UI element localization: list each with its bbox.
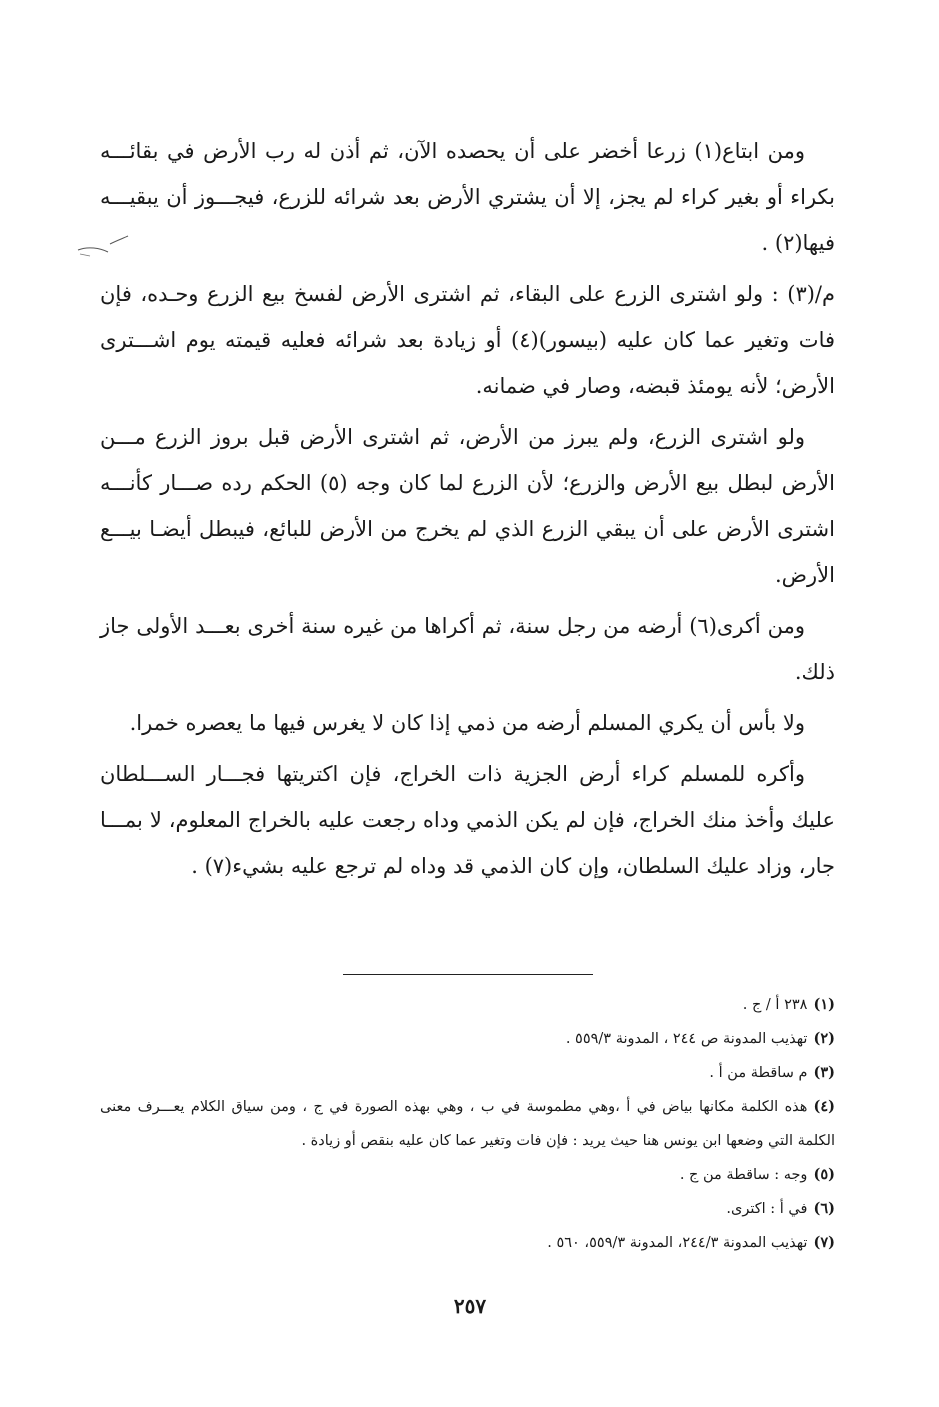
footnote: [100, 1090, 835, 1158]
footnote: [100, 1158, 835, 1192]
footnote-divider: [343, 974, 593, 975]
footnotes: [100, 988, 835, 1260]
page-number: ٢٥٧: [453, 1294, 487, 1318]
paragraph: ولو اشترى الزرع، ولم يبرز من الأرض، ثم اشترى الأرض قبل بروز الزرع مـــن الأرض لبطل بيع الأرض والزرع؛ لأن الزرع لما كان وجه (٥) الحكم رده صـــار كأنـــه اشترى الأرض على أن يبقي الزرع الذي لم يخرج من الأرض للبائع، فيبطل أيضـا بيـــع الأرض.: [100, 425, 835, 587]
main-text: [100, 128, 835, 894]
footnote-number: (٤): [813, 1098, 835, 1115]
footnote-number: (١): [813, 996, 835, 1013]
footnote-text: تهذيب المدونة ٢٤٤/٣، المدونة ٥٥٩/٣، ٥٦٠ .: [547, 1235, 808, 1251]
paragraph: م/(٣) : ولو اشترى الزرع على البقاء، ثم اشترى الأرض لفسخ بيع الزرع وحـده، فإن فات وتغير عما كان عليه (بيسور)(٤) أو زيادة بعد شرائه فعليه قيمته يوم اشـــترى الأرض؛ لأنه يومئذ قبضه، وصار في ضمانه.: [100, 282, 836, 398]
paragraph: وأكره للمسلم كراء أرض الجزية ذات الخراج، فإن اكتريتها فجـــار الســـلطان عليك وأخذ منك الخراج، فإن لم يكن الذمي وداه رجعت عليه بالخراج المعلوم، لا بمـــا جار، وزاد عليك السلطان، وإن كان الذمي قد وداه لم ترجع عليه بشيء(٧) .: [100, 762, 835, 878]
footnote-number: (٧): [813, 1234, 835, 1251]
footnote-text: هذه الكلمة مكانها بياض في أ ،وهي مطموسة في ب ، وهي بهذه الصورة في ج ، ومن سياق الكلام يعـــرف معنى الكلمة التي وضعها ابن يونس هنا حيث يريد : فإن فات وتغير عما كان عليه بنقص أو زيادة .: [100, 1099, 835, 1149]
footnote-text: ٢٣٨ أ / ج .: [742, 997, 808, 1013]
footnote: [100, 1226, 835, 1260]
footnote: [100, 1192, 835, 1226]
footnote-number: (٢): [813, 1030, 835, 1047]
paragraph: ومن أكرى(٦) أرضه من رجل سنة، ثم أكراها من غيره سنة أخرى بعـــد الأولى جاز ذلك.: [100, 614, 835, 684]
footnote-text: م ساقطة من أ .: [709, 1065, 808, 1081]
footnote-text: تهذيب المدونة ص ٢٤٤ ، المدونة ٥٥٩/٣ .: [565, 1031, 808, 1047]
footnote-number: (٥): [813, 1166, 835, 1183]
footnote: [100, 988, 835, 1022]
footnote-text: وجه : ساقطة من ج .: [679, 1167, 808, 1183]
paragraph: ومن ابتاع(١) زرعا أخضر على أن يحصده الآن، ثم أذن له رب الأرض في بقائـــه بكراء أو بغير كراء لم يجز، إلا أن يشتري الأرض بعد شرائه للزرع، فيجـــوز أن يبقيـــه فيها(٢) .: [100, 139, 835, 255]
footnote-number: (٣): [813, 1064, 835, 1081]
paragraph: ولا بأس أن يكري المسلم أرضه من ذمي إذا كان لا يغرس فيها ما يعصره خمرا.: [129, 711, 805, 735]
footnote: [100, 1022, 835, 1056]
footnote: [100, 1056, 835, 1090]
footnote-number: (٦): [813, 1200, 835, 1217]
footnote-text: في أ : اكترى.: [726, 1201, 808, 1217]
